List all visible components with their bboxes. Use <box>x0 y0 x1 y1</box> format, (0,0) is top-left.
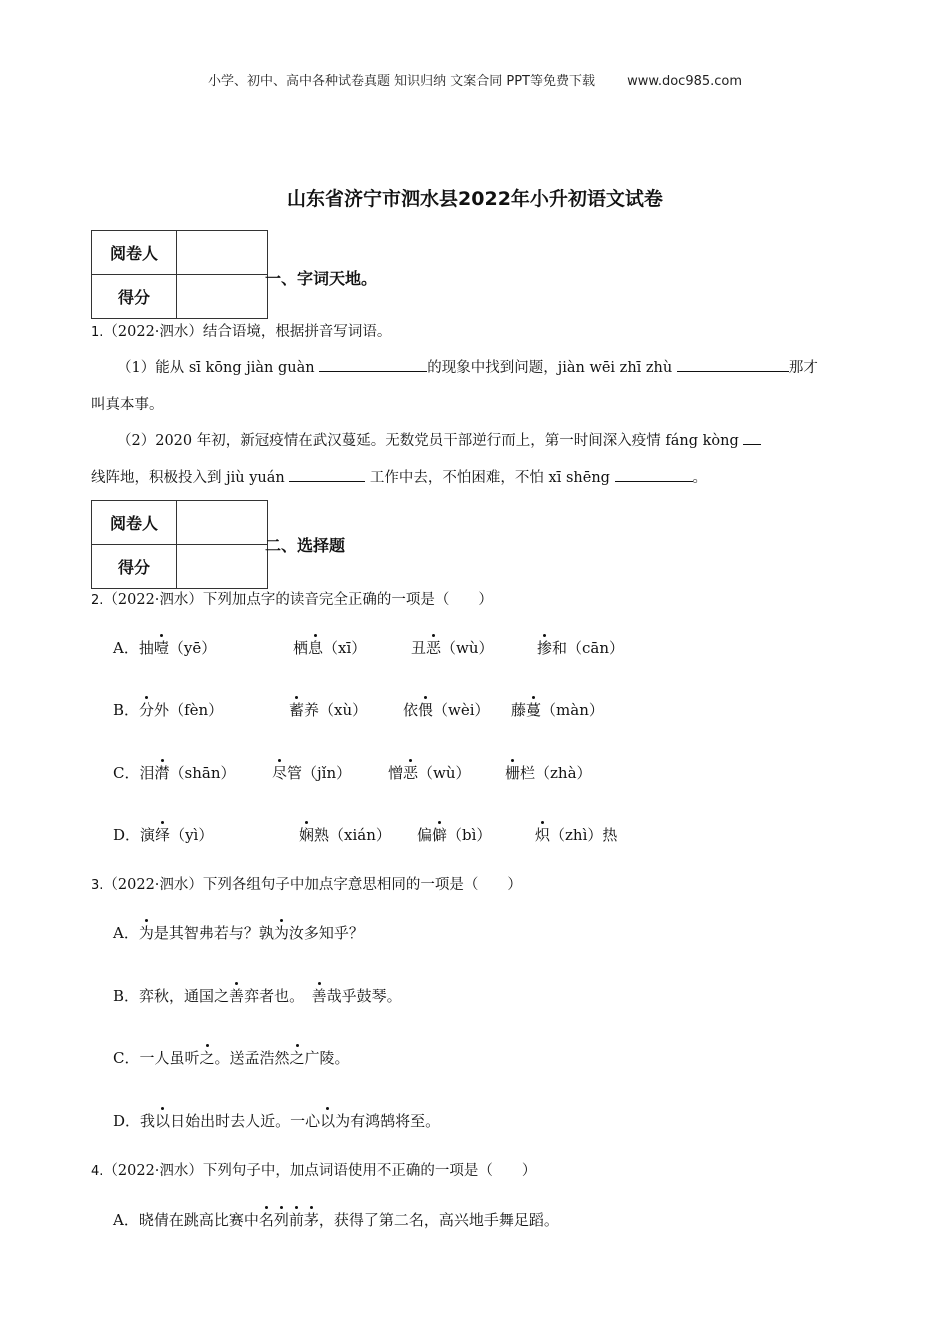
dotted-char: 娴 <box>299 826 315 844</box>
option-word: 栖 <box>293 639 309 657</box>
q2-option-a[interactable] <box>113 637 216 658</box>
q2-option-c-word-3 <box>388 762 471 783</box>
option-letter: C． <box>113 1049 140 1067</box>
pinyin: （wù） <box>418 764 471 782</box>
pinyin: （màn） <box>541 701 604 719</box>
option-text: 汝多知乎？ <box>288 924 364 942</box>
reviewer-field[interactable] <box>177 501 268 545</box>
option-word: 藤 <box>511 701 527 719</box>
q2-option-a-word-4 <box>537 637 624 658</box>
score-table-1 <box>91 230 268 319</box>
reviewer-field[interactable] <box>177 231 268 275</box>
pinyin: （xù） <box>319 701 368 719</box>
option-word: 偏 <box>417 826 433 844</box>
option-word: 外 <box>154 701 170 719</box>
q1-blank-3[interactable] <box>743 430 761 445</box>
option-letter: D． <box>113 826 141 844</box>
score-label: 得分 <box>92 545 177 589</box>
dotted-char: 尽 <box>272 764 288 782</box>
option-text: 为有鸿鹄将至。 <box>335 1112 441 1130</box>
option-text: 。送孟浩然 <box>214 1049 290 1067</box>
option-letter: A． <box>113 924 139 942</box>
dotted-char: 以 <box>155 1112 171 1130</box>
option-word: 依 <box>403 701 419 719</box>
q2-option-d-word-2 <box>299 824 391 845</box>
reviewer-label: 阅卷人 <box>92 501 177 545</box>
option-word: （zhì）热 <box>550 826 618 844</box>
q4-stem <box>91 1159 536 1180</box>
option-text: 弈秋，通国之 <box>139 987 230 1005</box>
q2-option-c-word-4 <box>505 762 592 783</box>
score-field[interactable] <box>177 545 268 589</box>
option-text: 一人虽听 <box>139 1049 200 1067</box>
dotted-char: 分 <box>139 701 155 719</box>
score-table-2 <box>91 500 268 589</box>
dotted-char: 炽 <box>535 826 551 844</box>
dotted-char: 掺 <box>537 639 553 657</box>
option-text: 日始出时去人近。一心 <box>170 1112 321 1130</box>
pinyin: （yē） <box>168 639 217 657</box>
option-word: 栏 <box>520 764 536 782</box>
pinyin: （wèi） <box>433 701 490 719</box>
q1-p2-text-a: （2）2020 年初，新冠疫情在武汉蔓延。无数党员干部逆行而上，第一时间深入疫情 fáng kòng <box>117 433 744 449</box>
q1-p2-text-c: 工作中去，不怕困难，不怕 xī shēng <box>365 470 615 486</box>
dotted-char: 名 <box>258 1211 274 1229</box>
q1-p1-text-b: 的现象中找到问题，jiàn wēi zhī zhù <box>427 360 677 376</box>
dotted-char: 蓄 <box>289 701 305 719</box>
header-site[interactable]: www.doc985.com <box>627 74 743 89</box>
reviewer-label: 阅卷人 <box>92 231 177 275</box>
q1-p2-text-b: 线阵地，积极投入到 jiù yuán <box>91 470 290 486</box>
q1-p1-text-a: （1）能从 sī kōng jiàn guàn <box>117 360 320 376</box>
dotted-char: 恶 <box>403 764 419 782</box>
q1-blank-1[interactable] <box>319 357 427 372</box>
pinyin: （xī） <box>323 639 367 657</box>
q1-number: 1. <box>91 325 104 340</box>
option-word: 养 <box>304 701 320 719</box>
q3-option-b[interactable] <box>113 985 402 1006</box>
dotted-phrase <box>259 1211 319 1229</box>
dotted-char: 以 <box>320 1112 336 1130</box>
option-text: 晓倩在跳高比赛中 <box>138 1211 259 1229</box>
option-text: 哉乎鼓琴。 <box>326 987 402 1005</box>
q2-option-d-word-3 <box>417 824 491 845</box>
dotted-char: 偎 <box>418 701 434 719</box>
dotted-char: 之 <box>199 1049 215 1067</box>
option-text: ，获得了第二名，高兴地手舞足蹈。 <box>318 1211 559 1229</box>
pinyin: （wù） <box>441 639 494 657</box>
option-word: 管 <box>287 764 303 782</box>
dotted-char: 茅 <box>303 1211 319 1229</box>
dotted-char: 列 <box>273 1211 289 1229</box>
option-word: 熟 <box>314 826 330 844</box>
q4-option-a[interactable] <box>113 1209 559 1230</box>
pinyin: （bì） <box>447 826 492 844</box>
pinyin: （jǐn） <box>302 764 352 782</box>
dotted-char: 息 <box>308 639 324 657</box>
dotted-char: 恶 <box>426 639 442 657</box>
q1-blank-5[interactable] <box>615 467 693 482</box>
option-text: 我 <box>140 1112 156 1130</box>
score-label: 得分 <box>92 275 177 319</box>
option-letter: B． <box>113 701 140 719</box>
pinyin: （fèn） <box>169 701 224 719</box>
page-header <box>0 70 950 89</box>
exam-title: 山东省济宁市泗水县2022年小升初语文试卷 <box>287 188 663 210</box>
q3-option-d[interactable] <box>113 1110 440 1131</box>
q2-option-d-word-4 <box>535 824 617 845</box>
q1-p1-text-c: 那才 <box>788 360 818 376</box>
dotted-char: 潸 <box>154 764 170 782</box>
option-letter: D． <box>113 1112 141 1130</box>
option-text: 是其智弗若与？孰 <box>153 924 274 942</box>
q1-line1 <box>117 356 818 377</box>
q2-stem-text: （2022·泗水）下列加点字的读音完全正确的一项是（ ） <box>103 592 493 608</box>
q2-option-b-word-2 <box>289 699 367 720</box>
q4-stem-text: （2022·泗水）下列句子中，加点词语使用不正确的一项是（ ） <box>103 1163 537 1179</box>
q2-option-d[interactable] <box>113 824 213 845</box>
q2-option-b-word-3 <box>403 699 490 720</box>
dotted-char: 噎 <box>153 639 169 657</box>
q3-stem-text: （2022·泗水）下列各组句子中加点字意思相同的一项是（ ） <box>103 877 522 893</box>
q1-blank-4[interactable] <box>289 467 365 482</box>
pinyin: （shān） <box>169 764 236 782</box>
q2-option-a-word-2 <box>293 637 366 658</box>
q1-line4 <box>91 466 707 487</box>
dotted-char: 之 <box>289 1049 305 1067</box>
option-word: 泪 <box>139 764 155 782</box>
dotted-char: 善 <box>229 987 245 1005</box>
option-letter: C． <box>113 764 140 782</box>
option-letter: A． <box>113 1211 139 1229</box>
option-word: 和 <box>552 639 568 657</box>
q1-stem-text: （2022·泗水）结合语境，根据拼音写词语。 <box>103 324 392 340</box>
q2-option-a-word-3 <box>411 637 494 658</box>
pinyin: （xián） <box>329 826 391 844</box>
dotted-char: 为 <box>138 924 154 942</box>
dotted-char: 蔓 <box>526 701 542 719</box>
q1-p2-text-d: 。 <box>692 470 708 486</box>
q3-number: 3. <box>91 878 104 893</box>
q1-line2: 叫真本事。 <box>91 397 164 413</box>
section-1-title: 一、字词天地。 <box>265 269 378 288</box>
dotted-char: 为 <box>273 924 289 942</box>
option-letter: A． <box>113 639 139 657</box>
q2-option-c-word-2 <box>272 762 351 783</box>
dotted-char: 善 <box>311 987 327 1005</box>
q2-number: 2. <box>91 593 104 608</box>
option-word: 演 <box>140 826 156 844</box>
option-letter: B． <box>113 987 140 1005</box>
dotted-char: 栅 <box>505 764 521 782</box>
q2-option-b[interactable] <box>113 699 223 720</box>
q3-option-c[interactable] <box>113 1047 350 1068</box>
score-field[interactable] <box>177 275 268 319</box>
q1-line3 <box>117 429 761 450</box>
header-text: 小学、初中、高中各种试卷真题 知识归纳 文案合同 PPT等免费下载 <box>207 74 595 89</box>
pinyin: （zhà） <box>535 764 592 782</box>
option-word: 憎 <box>388 764 404 782</box>
q2-option-c[interactable] <box>113 762 235 783</box>
pinyin: （cān） <box>567 639 625 657</box>
dotted-char: 僻 <box>432 826 448 844</box>
q1-blank-2[interactable] <box>677 357 789 372</box>
q1-stem <box>91 320 391 341</box>
option-text: 广陵。 <box>304 1049 350 1067</box>
dotted-char: 绎 <box>155 826 171 844</box>
option-word: 丑 <box>411 639 427 657</box>
option-word: 抽 <box>138 639 154 657</box>
q3-option-a[interactable] <box>113 922 364 943</box>
section-2-title: 二、选择题 <box>265 536 346 555</box>
pinyin: （yì） <box>170 826 214 844</box>
q2-stem <box>91 588 493 609</box>
q2-option-b-word-4 <box>511 699 604 720</box>
dotted-char: 前 <box>288 1211 304 1229</box>
q3-stem <box>91 873 522 894</box>
q4-number: 4. <box>91 1164 104 1179</box>
option-text: 弈者也。 <box>244 987 312 1005</box>
